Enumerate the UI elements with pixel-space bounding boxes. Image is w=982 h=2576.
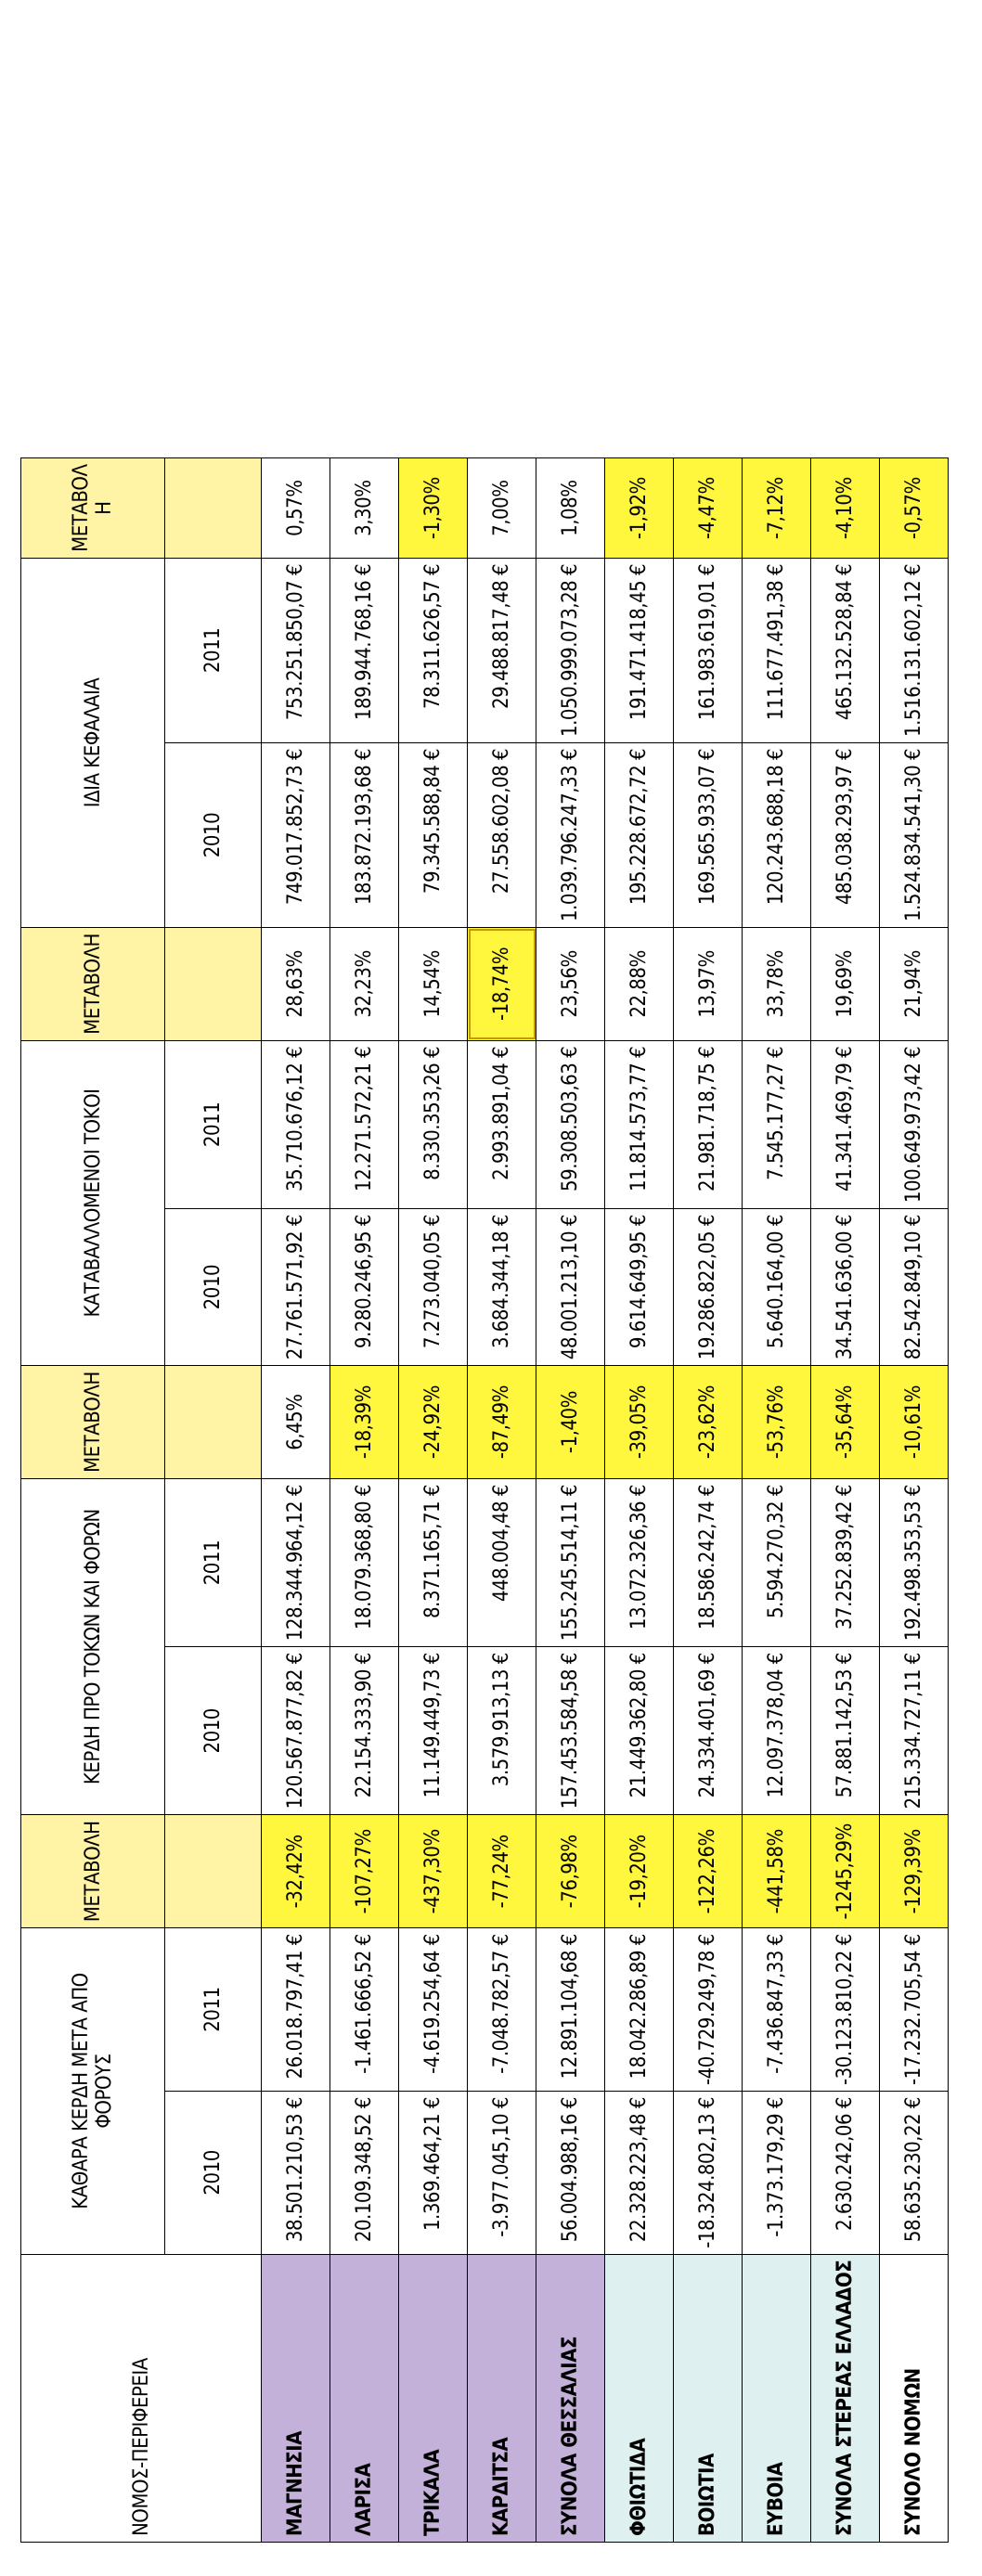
pre-tax-2011-cell: 37.252.839,42 € xyxy=(811,1478,880,1646)
equity-2010-cell: 27.558.602,08 € xyxy=(468,742,536,927)
net-profit-2011-cell: -17.232.705,54 € xyxy=(880,1928,949,2092)
blank-change-equity xyxy=(165,458,262,558)
region-name: ΚΑΡΔΙΤΣΑ xyxy=(468,2254,536,2542)
net-profit-2010-cell: -1.373.179,29 € xyxy=(743,2092,811,2255)
equity-2010-cell: 183.872.193,68 € xyxy=(330,742,399,927)
equity-change-cell: 1,08% xyxy=(536,458,605,558)
equity-change-cell: -0,57% xyxy=(880,458,949,558)
pre-tax-change-cell: -1,40% xyxy=(536,1366,605,1479)
equity-change-cell: -4,47% xyxy=(674,458,743,558)
region-name: ΣΥΝΟΛΟ ΝΟΜΩΝ xyxy=(880,2254,949,2542)
region-name: ΕΥΒΟΙΑ xyxy=(743,2254,811,2542)
equity-2011-cell: 161.983.619,01 € xyxy=(674,558,743,742)
pre-tax-change-cell: -87,49% xyxy=(468,1366,536,1479)
header-net-profit: ΚΑΘΑΡΑ ΚΕΡΔΗ ΜΕΤΑ ΑΠΟ ΦΟΡΟΥΣ xyxy=(21,1928,165,2255)
interest-2010-cell: 82.542.849,10 € xyxy=(880,1209,949,1366)
net-profit-2011-cell: 26.018.797,41 € xyxy=(262,1928,330,2092)
net-profit-2011-cell: -1.461.666,52 € xyxy=(330,1928,399,2092)
region-name: ΒΟΙΩΤΙΑ xyxy=(674,2254,743,2542)
interest-2010-cell: 34.541.636,00 € xyxy=(811,1209,880,1366)
equity-change-cell: 3,30% xyxy=(330,458,399,558)
interest-change-cell: 21,94% xyxy=(880,928,949,1041)
net-profit-2011-cell: -40.729.249,78 € xyxy=(674,1928,743,2092)
pre-tax-2010-cell: 157.453.584,58 € xyxy=(536,1647,605,1815)
interest-change-cell: 13,97% xyxy=(674,928,743,1041)
pre-tax-2011-cell: 128.344.964,12 € xyxy=(262,1478,330,1646)
header-equity-change: ΜΕΤΑΒΟΛ Η xyxy=(21,458,165,558)
equity-2011-cell: 78.311.626,57 € xyxy=(399,558,468,742)
net-profit-change-cell: -437,30% xyxy=(399,1815,468,1928)
interest-change-cell: 23,56% xyxy=(536,928,605,1041)
pre-tax-2010-cell: 120.567.877,82 € xyxy=(262,1647,330,1815)
interest-2011-cell: 8.330.353,26 € xyxy=(399,1040,468,1208)
table-row xyxy=(674,458,743,2543)
region-name: ΦΘΙΩΤΙΔΑ xyxy=(605,2254,674,2542)
pre-tax-2010-cell: 57.881.142,53 € xyxy=(811,1647,880,1815)
table-row xyxy=(262,458,330,2543)
equity-2011-cell: 1.516.131.602,12 € xyxy=(880,558,949,742)
interest-change-cell: 14,54% xyxy=(399,928,468,1041)
pre-tax-2011-cell: 5.594.270,32 € xyxy=(743,1478,811,1646)
pre-tax-2011-cell: 192.498.353,53 € xyxy=(880,1478,949,1646)
net-profit-2011-cell: 18.042.286,89 € xyxy=(605,1928,674,2092)
equity-2011-cell: 753.251.850,07 € xyxy=(262,558,330,742)
equity-change-cell: -1,92% xyxy=(605,458,674,558)
pre-tax-2011-cell: 18.586.242,74 € xyxy=(674,1478,743,1646)
table-row xyxy=(811,458,880,2543)
table-row xyxy=(880,458,949,2543)
table-row xyxy=(330,458,399,2543)
region-name: ΣΥΝΟΛΑ ΘΕΣΣΑΛΙΑΣ xyxy=(536,2254,605,2542)
blank-change-net xyxy=(165,1815,262,1928)
equity-change-cell: 7,00% xyxy=(468,458,536,558)
region-name: ΜΑΓΝΗΣΙΑ xyxy=(262,2254,330,2542)
equity-2010-cell: 195.228.672,72 € xyxy=(605,742,674,927)
interest-2010-cell: 7.273.040,05 € xyxy=(399,1209,468,1366)
interest-2010-cell: 19.286.822,05 € xyxy=(674,1209,743,1366)
region-name: ΛΑΡΙΣΑ xyxy=(330,2254,399,2542)
net-profit-2011-cell: -4.619.254,64 € xyxy=(399,1928,468,2092)
year-2010-interest: 2010 xyxy=(165,1209,262,1366)
year-2011-interest: 2011 xyxy=(165,1040,262,1208)
pre-tax-2011-cell: 155.245.514,11 € xyxy=(536,1478,605,1646)
equity-2011-cell: 1.050.999.073,28 € xyxy=(536,558,605,742)
equity-2010-cell: 79.345.588,84 € xyxy=(399,742,468,927)
table-row xyxy=(399,458,468,2543)
net-profit-change-cell: -122,26% xyxy=(674,1815,743,1928)
table-row xyxy=(536,458,605,2543)
table-row xyxy=(468,458,536,2543)
table-row xyxy=(605,458,674,2543)
interest-change-cell: 19,69% xyxy=(811,928,880,1041)
pre-tax-2010-cell: 22.154.333,90 € xyxy=(330,1647,399,1815)
pre-tax-change-cell: -18,39% xyxy=(330,1366,399,1479)
interest-2011-cell: 7.545.177,27 € xyxy=(743,1040,811,1208)
interest-2011-cell: 100.649.973,42 € xyxy=(880,1040,949,1208)
net-profit-change-cell: -107,27% xyxy=(330,1815,399,1928)
header-net-profit-change: ΜΕΤΑΒΟΛΗ xyxy=(21,1815,165,1928)
interest-2010-cell: 9.614.649,95 € xyxy=(605,1209,674,1366)
year-2010-equity: 2010 xyxy=(165,742,262,927)
net-profit-change-cell: -1245,29% xyxy=(811,1815,880,1928)
interest-change-cell: -18,74% xyxy=(468,928,536,1041)
equity-2010-cell: 169.565.933,07 € xyxy=(674,742,743,927)
net-profit-2011-cell: 12.891.104,68 € xyxy=(536,1928,605,2092)
year-2011-pretax: 2011 xyxy=(165,1478,262,1646)
region-name: ΣΥΝΟΛΑ ΣΤΕΡΕΑΣ ΕΛΛΑΔΟΣ xyxy=(811,2254,880,2542)
net-profit-2010-cell: -3.977.045,10 € xyxy=(468,2092,536,2255)
pre-tax-2011-cell: 18.079.368,80 € xyxy=(330,1478,399,1646)
financial-table xyxy=(20,457,949,2543)
interest-2010-cell: 9.280.246,95 € xyxy=(330,1209,399,1366)
net-profit-change-cell: -441,58% xyxy=(743,1815,811,1928)
interest-2011-cell: 12.271.572,21 € xyxy=(330,1040,399,1208)
equity-2010-cell: 120.243.688,18 € xyxy=(743,742,811,927)
equity-2011-cell: 189.944.768,16 € xyxy=(330,558,399,742)
equity-2011-cell: 191.471.418,45 € xyxy=(605,558,674,742)
pre-tax-change-cell: -24,92% xyxy=(399,1366,468,1479)
interest-change-cell: 22,88% xyxy=(605,928,674,1041)
year-2010-pretax: 2010 xyxy=(165,1647,262,1815)
interest-2010-cell: 5.640.164,00 € xyxy=(743,1209,811,1366)
pre-tax-2011-cell: 448.004,48 € xyxy=(468,1478,536,1646)
interest-change-cell: 33,78% xyxy=(743,928,811,1041)
pre-tax-change-cell: 6,45% xyxy=(262,1366,330,1479)
equity-2011-cell: 111.677.491,38 € xyxy=(743,558,811,742)
region-name: ΤΡΙΚΑΛΑ xyxy=(399,2254,468,2542)
pre-tax-2010-cell: 12.097.378,04 € xyxy=(743,1647,811,1815)
interest-2010-cell: 48.001.213,10 € xyxy=(536,1209,605,1366)
equity-2011-cell: 29.488.817,48 € xyxy=(468,558,536,742)
pre-tax-2010-cell: 3.579.913,13 € xyxy=(468,1647,536,1815)
interest-2010-cell: 3.684.344,18 € xyxy=(468,1209,536,1366)
table-body xyxy=(21,458,949,2543)
interest-2011-cell: 59.308.503,63 € xyxy=(536,1040,605,1208)
header-interest: ΚΑΤΑΒΑΛΛΟΜΕΝΟΙ ΤΟΚΟΙ xyxy=(21,1040,165,1365)
pre-tax-change-cell: -10,61% xyxy=(880,1366,949,1479)
net-profit-2011-cell: -7.048.782,57 € xyxy=(468,1928,536,2092)
year-2011-net: 2011 xyxy=(165,1928,262,2092)
net-profit-2010-cell: 58.635.230,22 € xyxy=(880,2092,949,2255)
header-row-1 xyxy=(21,458,165,2543)
pre-tax-change-cell: -35,64% xyxy=(811,1366,880,1479)
header-region: ΝΟΜΟΣ-ΠΕΡΙΦΕΡΕΙΑ xyxy=(21,2254,262,2542)
net-profit-2010-cell: 20.109.348,52 € xyxy=(330,2092,399,2255)
net-profit-2011-cell: -7.436.847,33 € xyxy=(743,1928,811,2092)
pre-tax-2010-cell: 215.334.727,11 € xyxy=(880,1647,949,1815)
equity-2010-cell: 749.017.852,73 € xyxy=(262,742,330,927)
equity-2010-cell: 485.038.293,97 € xyxy=(811,742,880,927)
interest-change-cell: 28,63% xyxy=(262,928,330,1041)
header-row-2 xyxy=(165,458,262,2543)
blank-change-pretax xyxy=(165,1366,262,1479)
header-equity: ΙΔΙΑ ΚΕΦΑΛΑΙΑ xyxy=(21,558,165,927)
interest-2011-cell: 35.710.676,12 € xyxy=(262,1040,330,1208)
pre-tax-change-cell: -23,62% xyxy=(674,1366,743,1479)
pre-tax-2010-cell: 11.149.449,73 € xyxy=(399,1647,468,1815)
year-2011-equity: 2011 xyxy=(165,558,262,742)
net-profit-2010-cell: 2.630.242,06 € xyxy=(811,2092,880,2255)
header-pre-tax-change: ΜΕΤΑΒΟΛΗ xyxy=(21,1366,165,1479)
net-profit-2010-cell: -18.324.802,13 € xyxy=(674,2092,743,2255)
header-interest-change: ΜΕΤΑΒΟΛΗ xyxy=(21,928,165,1041)
pre-tax-2010-cell: 21.449.362,80 € xyxy=(605,1647,674,1815)
interest-change-cell: 32,23% xyxy=(330,928,399,1041)
net-profit-change-cell: -76,98% xyxy=(536,1815,605,1928)
year-2010-net: 2010 xyxy=(165,2092,262,2255)
net-profit-2010-cell: 56.004.988,16 € xyxy=(536,2092,605,2255)
equity-change-cell: -4,10% xyxy=(811,458,880,558)
equity-2010-cell: 1.039.796.247,33 € xyxy=(536,742,605,927)
blank-change-interest xyxy=(165,928,262,1041)
equity-2010-cell: 1.524.834.541,30 € xyxy=(880,742,949,927)
net-profit-2010-cell: 38.501.210,53 € xyxy=(262,2092,330,2255)
pre-tax-change-cell: -39,05% xyxy=(605,1366,674,1479)
net-profit-2010-cell: 22.328.223,48 € xyxy=(605,2092,674,2255)
equity-change-cell: -1,30% xyxy=(399,458,468,558)
interest-2011-cell: 11.814.573,77 € xyxy=(605,1040,674,1208)
interest-2011-cell: 41.341.469,79 € xyxy=(811,1040,880,1208)
interest-2011-cell: 21.981.718,75 € xyxy=(674,1040,743,1208)
pre-tax-change-cell: -53,76% xyxy=(743,1366,811,1479)
net-profit-2011-cell: -30.123.810,22 € xyxy=(811,1928,880,2092)
table-row xyxy=(743,458,811,2543)
header-pre-tax-profit: ΚΕΡΔΗ ΠΡΟ ΤΟΚΩΝ ΚΑΙ ΦΟΡΩΝ xyxy=(21,1478,165,1814)
equity-change-cell: 0,57% xyxy=(262,458,330,558)
net-profit-change-cell: -129,39% xyxy=(880,1815,949,1928)
interest-2011-cell: 2.993.891,04 € xyxy=(468,1040,536,1208)
interest-2010-cell: 27.761.571,92 € xyxy=(262,1209,330,1366)
pre-tax-2011-cell: 13.072.326,36 € xyxy=(605,1478,674,1646)
pre-tax-2010-cell: 24.334.401,69 € xyxy=(674,1647,743,1815)
equity-change-cell: -7,12% xyxy=(743,458,811,558)
net-profit-2010-cell: 1.369.464,21 € xyxy=(399,2092,468,2255)
equity-2011-cell: 465.132.528,84 € xyxy=(811,558,880,742)
pre-tax-2011-cell: 8.371.165,71 € xyxy=(399,1478,468,1646)
net-profit-change-cell: -77,24% xyxy=(468,1815,536,1928)
net-profit-change-cell: -19,20% xyxy=(605,1815,674,1928)
net-profit-change-cell: -32,42% xyxy=(262,1815,330,1928)
